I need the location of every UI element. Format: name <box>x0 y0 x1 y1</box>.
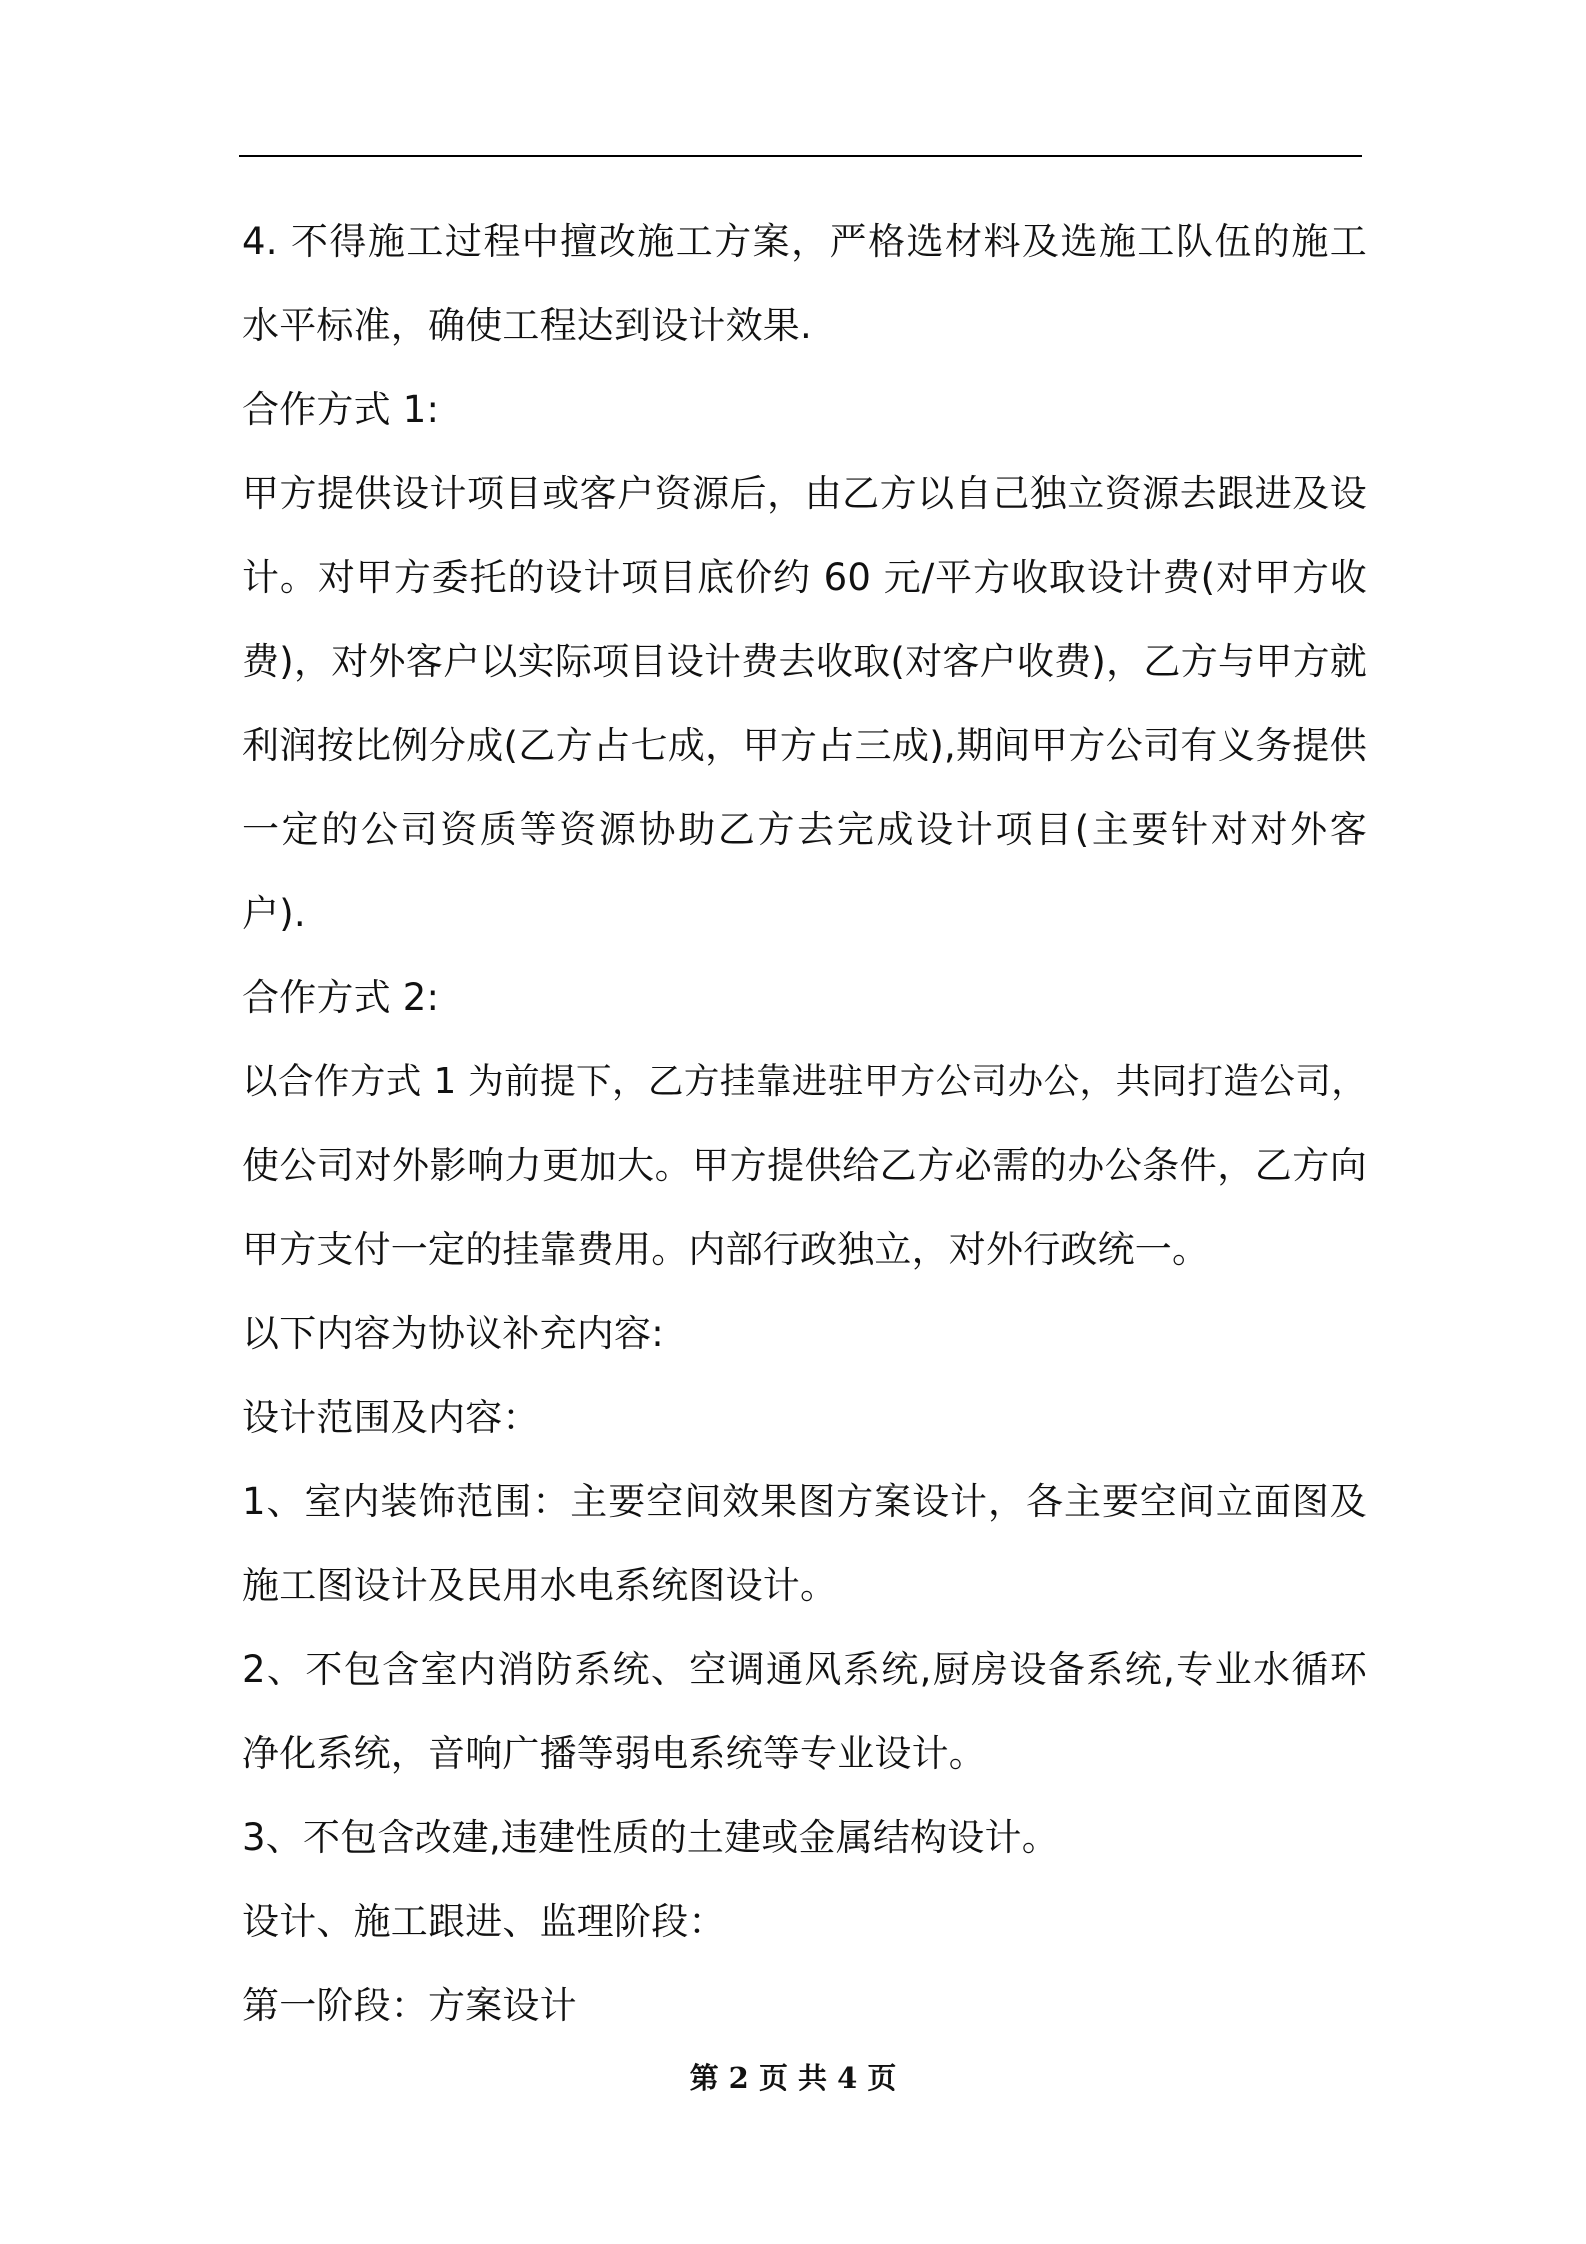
text-line: 费)，对外客户以实际项目设计费去收取(对客户收费)，乙方与甲方就 <box>242 640 1367 683</box>
list-item: 1、室内装饰范围：主要空间效果图方案设计，各主要空间立面图及 <box>242 1480 1367 1523</box>
text-line: 以合作方式 1 为前提下，乙方挂靠进驻甲方公司办公，共同打造公司， <box>242 1061 1367 1102</box>
text-line: 甲方支付一定的挂靠费用。内部行政独立，对外行政统一。 <box>242 1228 1210 1271</box>
section-heading: 第一阶段：方案设计 <box>242 1984 577 2027</box>
section-heading: 合作方式 2: <box>242 976 440 1019</box>
document-body <box>242 200 1367 2048</box>
text-line: 4. 不得施工过程中擅改施工方案，严格选材料及选施工队伍的施工 <box>242 220 1367 263</box>
page-number-footer: 第 2 页 共 4 页 <box>689 2061 897 2095</box>
section-heading: 设计、施工跟进、监理阶段： <box>242 1900 726 1943</box>
section-heading: 合作方式 1: <box>242 388 440 431</box>
text-line: 户). <box>242 892 306 935</box>
text-line: 利润按比例分成(乙方占七成，甲方占三成),期间甲方公司有义务提供 <box>242 724 1367 767</box>
text-line: 甲方提供设计项目或客户资源后，由乙方以自己独立资源去跟进及设 <box>242 472 1367 515</box>
list-item-continuation: 净化系统，音响广播等弱电系统等专业设计。 <box>242 1732 986 1775</box>
text-line: 计。对甲方委托的设计项目底价约 60 元/平方收取设计费(对甲方收 <box>242 556 1367 599</box>
list-item: 2、不包含室内消防系统、空调通风系统,厨房设备系统,专业水循环 <box>242 1648 1367 1691</box>
text-line: 水平标准，确使工程达到设计效果. <box>242 304 812 347</box>
section-heading: 以下内容为协议补充内容: <box>242 1312 664 1355</box>
list-item: 3、不包含改建,违建性质的土建或金属结构设计。 <box>242 1816 1059 1859</box>
list-item-continuation: 施工图设计及民用水电系统图设计。 <box>242 1564 838 1607</box>
text-line: 一定的公司资质等资源协助乙方去完成设计项目(主要针对对外客 <box>242 808 1367 851</box>
section-heading: 设计范围及内容： <box>242 1396 540 1439</box>
text-line: 使公司对外影响力更加大。甲方提供给乙方必需的办公条件，乙方向 <box>242 1144 1367 1187</box>
header-rule <box>239 155 1362 157</box>
